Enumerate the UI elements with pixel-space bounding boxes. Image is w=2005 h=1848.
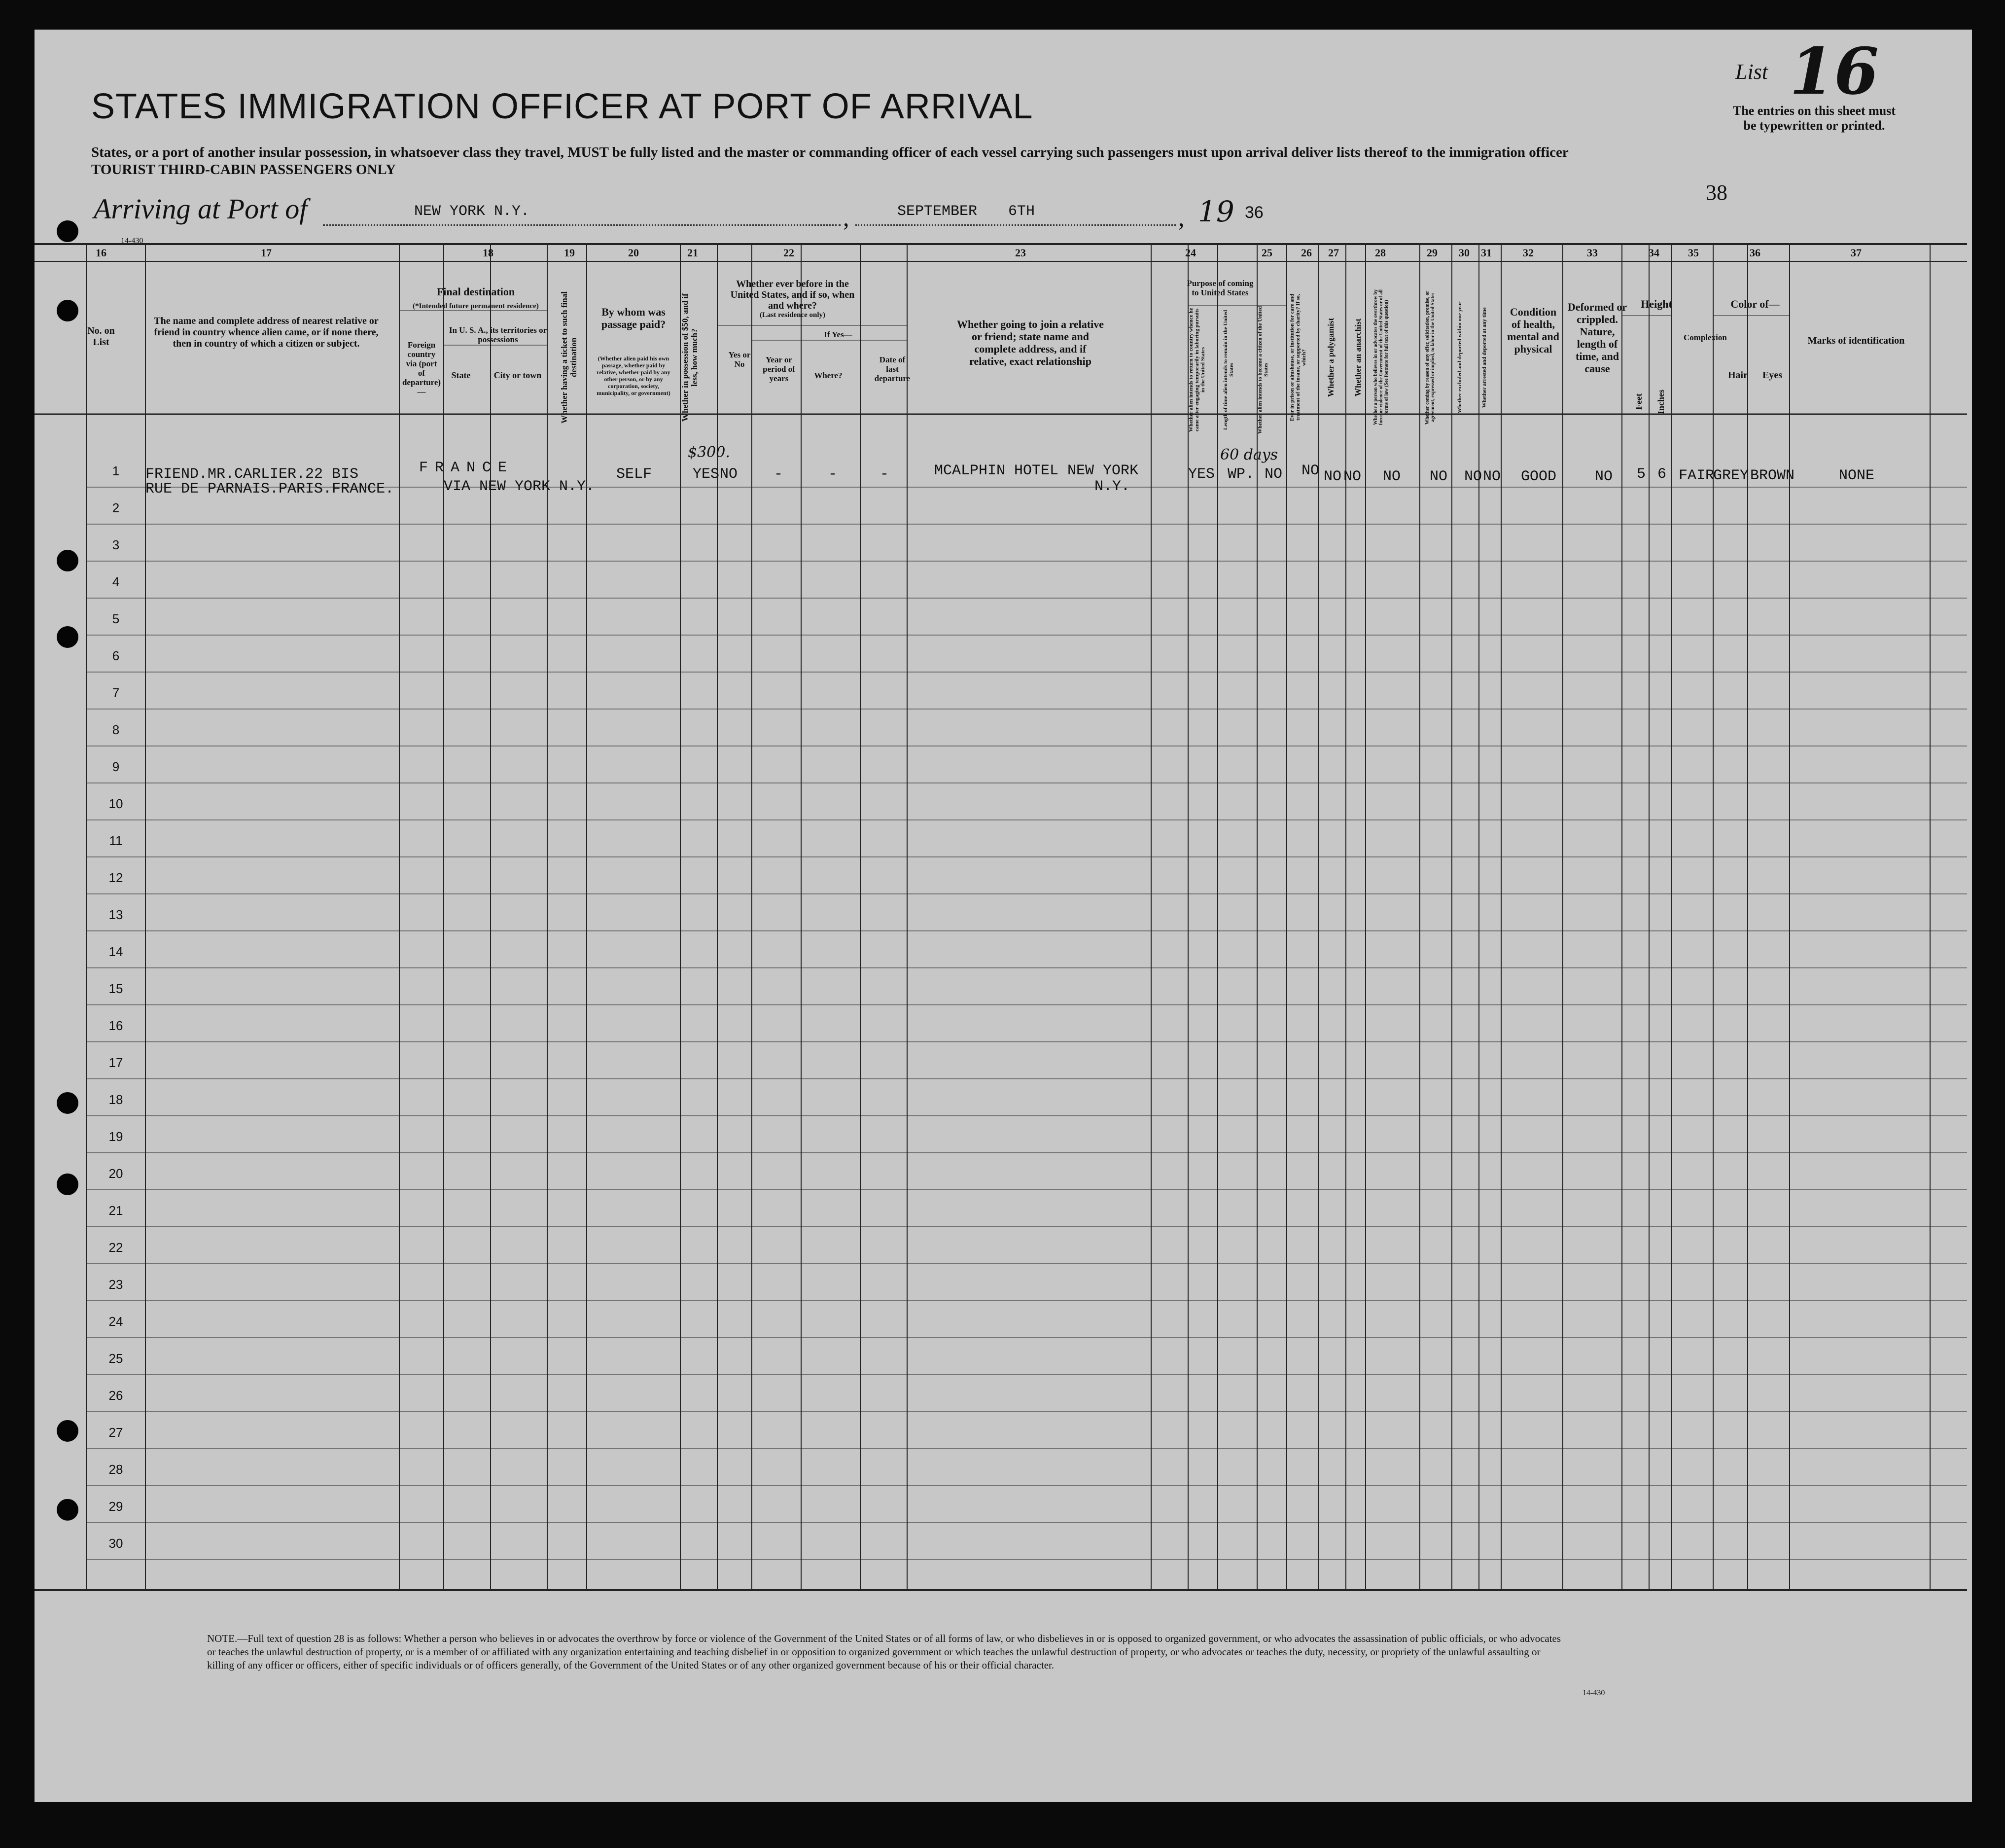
header-join-relative: Whether going to join a relative or friend; state name and complete address, and if relative, exact relationship xyxy=(957,318,1104,367)
row-number: 21 xyxy=(108,1203,123,1218)
comma-separator: , xyxy=(843,204,849,231)
col-num-25: 25 xyxy=(1262,247,1272,259)
header-color: Color of— xyxy=(1730,298,1780,310)
entry-health: GOOD xyxy=(1521,468,1557,485)
header-final-destination-note: (*Intended future permanent residence) xyxy=(413,302,539,310)
col-num-26: 26 xyxy=(1301,247,1312,259)
row-number: 19 xyxy=(108,1129,123,1144)
port-value: NEW YORK N.Y. xyxy=(414,203,530,220)
header-passage-paid: By whom was passage paid? xyxy=(601,306,666,330)
entry-relative-line1: FRIEND.MR.CARLIER.22 BIS xyxy=(145,466,359,483)
header-length-of-stay: Length of time alien intends to remain in the United States xyxy=(1223,310,1234,430)
header-hair: Hair xyxy=(1728,370,1748,381)
col-num-27: 27 xyxy=(1328,247,1339,259)
header-become-citizen: Whether alien intends to become a citizen of the United States xyxy=(1257,306,1269,434)
manifest-sheet xyxy=(35,30,1972,1802)
row-number: 28 xyxy=(108,1462,123,1477)
row-number: 1 xyxy=(112,463,120,478)
row-number: 3 xyxy=(112,537,120,552)
header-city: City or town xyxy=(493,370,542,380)
entry-inches: 6 xyxy=(1657,466,1667,483)
col-num-35: 35 xyxy=(1688,247,1699,259)
punch-hole xyxy=(57,1499,78,1521)
header-height: Height xyxy=(1641,298,1672,310)
header-date-departure: Date of last departure xyxy=(874,355,911,383)
row-number: 26 xyxy=(108,1388,123,1403)
entry-overthrow: NO xyxy=(1383,468,1401,485)
entry-deformed: NO xyxy=(1595,468,1613,485)
entry-years: - xyxy=(774,466,783,483)
header-complexion: Complexion xyxy=(1684,333,1727,342)
entry-prison: NO xyxy=(1301,462,1320,479)
col-num-29: 29 xyxy=(1427,247,1438,259)
header-state: State xyxy=(451,370,471,380)
entry-excluded: NO xyxy=(1464,468,1482,485)
header-before-in-us: Whether ever before in the United States, and if so, when and where? xyxy=(730,279,855,311)
header-anarchist: Whether an anarchist xyxy=(1353,318,1363,397)
row-number: 30 xyxy=(108,1536,123,1551)
row-number: 13 xyxy=(108,907,123,922)
year-suffix: 36 xyxy=(1245,203,1264,222)
entries-note-line1: The entries on this sheet must xyxy=(1732,104,1896,118)
arriving-label: Arriving at Port of xyxy=(94,193,308,225)
header-marks: Marks of identification xyxy=(1807,335,1905,346)
entry-labor-offer: NO xyxy=(1430,468,1448,485)
form-number-top: 14-430 xyxy=(121,237,143,245)
row-number: 5 xyxy=(112,611,120,626)
header-yes-no: Yes or No xyxy=(728,350,751,369)
entry-feet: 5 xyxy=(1637,466,1646,483)
header-polygamist: Whether a polygamist xyxy=(1326,318,1336,397)
row-number: 11 xyxy=(109,833,123,848)
header-no-on-list: No. on List xyxy=(87,325,115,348)
header-relative-address: The name and complete address of nearest relative or friend in country whence alien came, or if none there, then in country of which a citizen or subject. xyxy=(154,316,379,349)
header-deformed: Deformed or crippled. Nature, length of time, and cause xyxy=(1567,301,1627,375)
punch-hole xyxy=(57,1173,78,1195)
header-return-intent: Whether alien intends to return to country whence he came after engaging temporarily in laboring pursuits in the United States xyxy=(1188,308,1206,432)
header-inches: Inches xyxy=(1656,390,1666,415)
header-purpose: Purpose of coming to United States xyxy=(1187,279,1254,297)
header-in-usa: In U. S. A., its territories or possessions xyxy=(449,325,547,344)
comma-separator-2: , xyxy=(1178,204,1185,231)
row-number: 24 xyxy=(108,1314,123,1329)
header-arrested: Whether arrested and deported at any time xyxy=(1481,307,1487,408)
entry-hair: GREY xyxy=(1713,467,1749,484)
row-number: 10 xyxy=(108,796,123,811)
header-eyes: Eyes xyxy=(1762,370,1782,381)
entry-where: - xyxy=(828,466,838,483)
entry-become-citizen: NO xyxy=(1265,466,1283,483)
col-num-28: 28 xyxy=(1375,247,1386,259)
page-count: 38 xyxy=(1706,180,1727,205)
row-number: 2 xyxy=(112,500,120,515)
list-number: 16 xyxy=(1790,34,1879,109)
header-ticket: Whether having a ticket to such final destination xyxy=(560,291,578,424)
entry-eyes: BROWN xyxy=(1750,467,1795,484)
manifest-grid xyxy=(35,30,1972,1802)
instructions-line: States, or a port of another insular possession, in whatsoever class they travel, MUST be fully listed and the master or commanding officer of each vessel carrying such passengers must upon arrival deliver lists thereof to the immigration officer xyxy=(91,144,1569,160)
entry-join: MCALPHIN HOTEL NEW YORK xyxy=(934,462,1139,479)
entry-passage-paid: SELF xyxy=(616,466,652,483)
header-foreign-country: Foreign country via (port of departure)— xyxy=(402,340,441,396)
row-number: 17 xyxy=(108,1055,123,1070)
month-value: SEPTEMBER xyxy=(897,203,978,220)
punch-hole xyxy=(57,1420,78,1442)
entry-length-of-stay: WP. xyxy=(1228,466,1255,483)
entry-via: VIA NEW YORK N.Y. xyxy=(444,478,595,495)
entry-complexion: FAIR xyxy=(1679,467,1715,484)
day-value: 6TH xyxy=(1008,203,1035,220)
punch-hole xyxy=(57,1092,78,1114)
header-final-destination: Final destination xyxy=(436,285,515,298)
entry-money: YES xyxy=(693,466,720,483)
header-labor-offer: Whether coming by reason of any offer, solicitation, promise, or agreement, expressed or implied, to labor in the United States xyxy=(1425,290,1436,425)
col-num-24: 24 xyxy=(1185,247,1196,259)
entry-join-line2: N.Y. xyxy=(1094,478,1130,495)
punch-hole xyxy=(57,626,78,648)
entries-note-line2: be typewritten or printed. xyxy=(1743,118,1885,133)
col-num-32: 32 xyxy=(1523,247,1534,259)
entry-relative-line2: RUE DE PARNAIS.PARIS.FRANCE. xyxy=(145,481,394,498)
col-num-22: 22 xyxy=(783,247,794,259)
col-num-23: 23 xyxy=(1015,247,1026,259)
col-num-36: 36 xyxy=(1750,247,1760,259)
form-number-bottom: 14-430 xyxy=(1583,1689,1605,1697)
header-feet: Feet xyxy=(1634,393,1644,410)
col-num-30: 30 xyxy=(1459,247,1470,259)
entry-date-departure: - xyxy=(880,466,889,483)
row-number: 8 xyxy=(112,722,120,737)
row-number: 14 xyxy=(108,944,123,959)
entry-foreign-country: FRANCE xyxy=(419,460,514,476)
entry-length-handwritten: 60 days xyxy=(1220,446,1278,463)
row-number: 20 xyxy=(108,1166,123,1181)
col-num-21: 21 xyxy=(687,247,698,259)
header-money: Whether in possession of $50, and if less, how much? xyxy=(680,293,699,422)
col-num-33: 33 xyxy=(1587,247,1598,259)
row-number: 6 xyxy=(112,648,120,663)
row-number: 9 xyxy=(112,759,120,774)
entry-anarchist: NO xyxy=(1343,468,1362,485)
list-label: List xyxy=(1735,60,1768,84)
entry-money-handwritten: $300. xyxy=(688,444,730,461)
entry-polygamist: NO xyxy=(1324,468,1342,485)
footnote: NOTE.—Full text of question 28 is as follows: Whether a person who believes in or advocates the overthrow by force or violence of the Government of the United States or of all forms of law, or who disbelieves in or is opposed to organized government, or who advocates the assassination of public officials, or who advocates or teaches the unlawful destruction of property, or is a member of or affiliated with any organization entertaining and teaching disbelief in or opposition to organized government or which teaches the unlawful destruction of property, or who advocates or teaches the duty, necessity, or propriety of the unlawful assaulting or killing of any officer or officers, either of specific individuals or of officers generally, of the Government of the United States or of any other organized government because of his or their official character. xyxy=(207,1633,1561,1671)
col-num-37: 37 xyxy=(1851,247,1862,259)
row-number: 4 xyxy=(112,574,120,589)
row-number: 15 xyxy=(108,981,123,996)
header-before-note: (Last residence only) xyxy=(759,311,826,319)
col-num-34: 34 xyxy=(1649,247,1659,259)
row-number: 18 xyxy=(108,1092,123,1107)
row-number: 7 xyxy=(112,685,120,700)
header-years: Year or period of years xyxy=(763,355,795,383)
punch-hole xyxy=(57,550,78,571)
header-passage-paid-note: (Whether alien paid his own passage, whether paid by relative, whether paid by any other person, or by any corporation, society, municipality, or government) xyxy=(597,355,670,396)
punch-hole xyxy=(57,300,78,321)
row-number: 16 xyxy=(108,1018,123,1033)
punch-hole xyxy=(57,220,78,242)
col-num-19: 19 xyxy=(564,247,575,259)
row-number: 12 xyxy=(108,870,123,885)
entry-marks: NONE xyxy=(1839,467,1875,484)
header-excluded: Whether excluded and deported within one year xyxy=(1457,301,1463,414)
header-overthrow: Whether a person who believes in or advocates the overthrow by force or violence of the Government of the United States or of all forms of law (See footnote for full text of this question) xyxy=(1373,289,1389,426)
col-num-31: 31 xyxy=(1481,247,1492,259)
row-number: 22 xyxy=(108,1240,123,1255)
row-number: 23 xyxy=(108,1277,123,1292)
col-num-16: 16 xyxy=(96,247,106,259)
page-title: STATES IMMIGRATION OFFICER AT PORT OF ARRIVAL xyxy=(91,87,1033,126)
row-number: 25 xyxy=(108,1351,123,1366)
entry-arrested: NO xyxy=(1483,468,1501,485)
header-if-yes: If Yes— xyxy=(824,330,852,339)
header-health: Condition of health, mental and physical xyxy=(1507,306,1559,355)
col-num-17: 17 xyxy=(261,247,272,259)
col-num-20: 20 xyxy=(628,247,639,259)
entry-before-in-us: NO xyxy=(720,466,738,483)
passenger-class-line: TOURIST THIRD-CABIN PASSENGERS ONLY xyxy=(91,162,396,178)
col-num-18: 18 xyxy=(483,247,493,259)
row-number: 29 xyxy=(108,1499,123,1514)
row-number: 27 xyxy=(108,1425,123,1440)
header-prison: Ever in prison or almshouse, or institution for care and treatment of the insane, or supported by charity? If so, which? xyxy=(1289,293,1307,422)
year-prefix: 19 xyxy=(1198,195,1234,228)
header-where: Where? xyxy=(814,371,843,380)
entry-return-intent: YES xyxy=(1188,466,1215,483)
